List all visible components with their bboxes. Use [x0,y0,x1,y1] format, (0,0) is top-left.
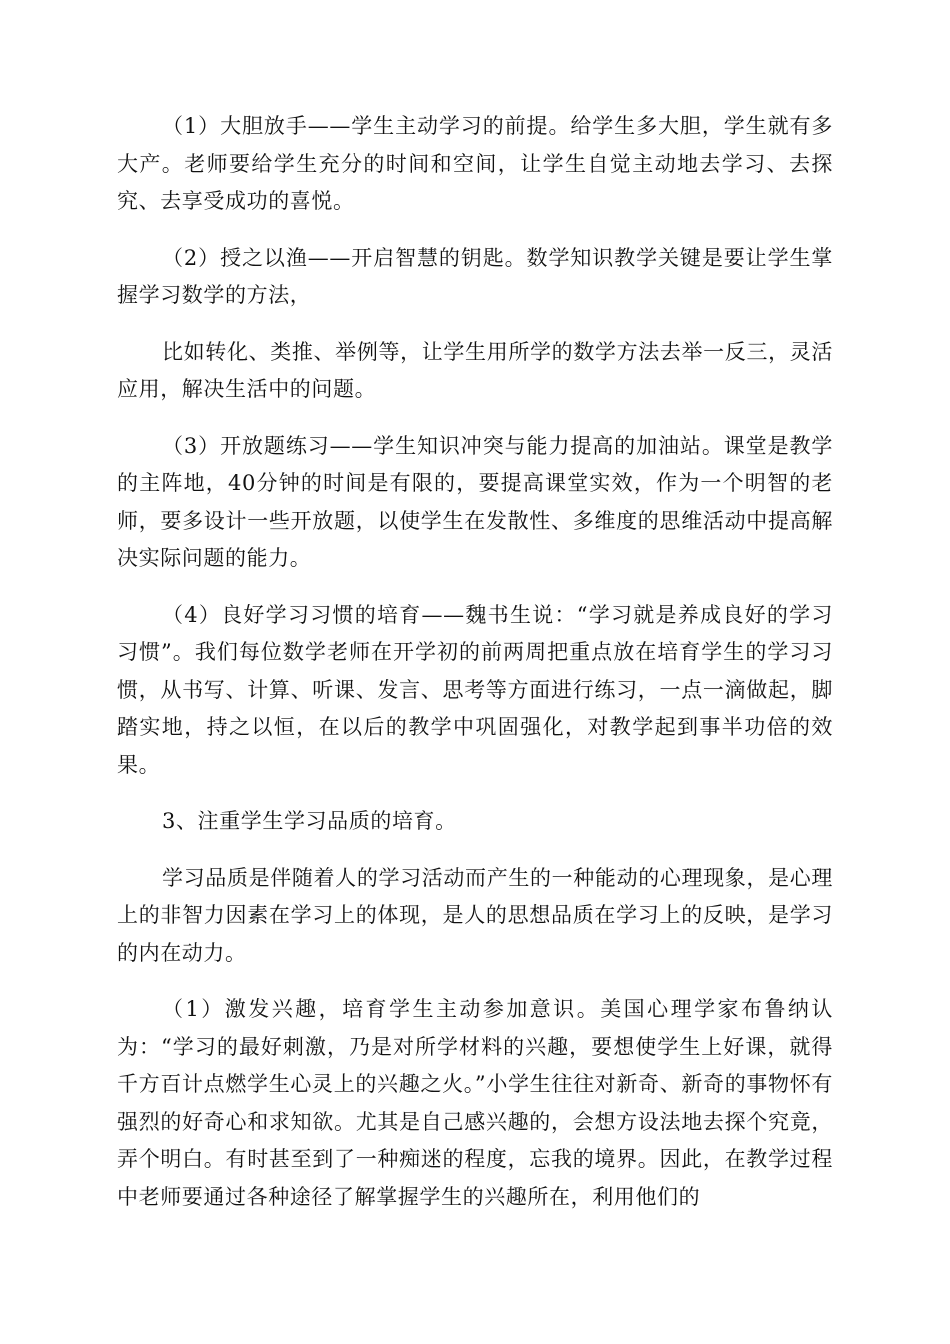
paragraph-bold-letting-go: （1）大胆放手——学生主动学习的前提。给学生多大胆，学生就有多大产。老师要给学生充分的时间和空间，让学生自觉主动地去学习、去探究、去享受成功的喜悦。 [117,114,833,213]
paragraph-stimulate-interest: （1）激发兴趣，培育学生主动参加意识。美国心理学家布鲁纳认为：“学习的最好刺激，乃是对所学材料的兴趣，要想使学生上好课，就得千方百计点燃学生心灵上的兴趣之火。”小学生往往对新奇、新奇的事物怀有强烈的好奇心和求知欲。尤其是自己感兴趣的，会想方设法地去探个究竟，弄个明白。有时甚至到了一种痴迷的程度，忘我的境界。因此，在教学过程中老师要通过各种途径了解掌握学生的兴趣所在，利用他们的 [117,997,833,1209]
section-heading-learning-quality: 3、注重学生学习品质的培育。 [162,809,457,833]
paragraph-open-questions: （3）开放题练习——学生知识冲突与能力提高的加油站。课堂是教学的主阵地，40分钟的时间是有限的，要提高课堂实效，作为一个明智的老师，要多设计一些开放题，以使学生在发散性、多维度的思维活动中提高解决实际问题的能力。 [117,433,833,570]
paragraph-learning-quality-definition: 学习品质是伴随着人的学习活动而产生的一种能动的心理现象，是心理上的非智力因素在学习上的体现，是人的思想品质在学习上的反映，是学习的内在动力。 [117,865,833,965]
paragraph-study-habits: （4）良好学习习惯的培育——魏书生说：“学习就是养成良好的学习习惯”。我们每位数学老师在开学初的前两周把重点放在培育学生的学习习惯，从书写、计算、听课、发言、思考等方面进行练习，一点一滴做起，脚踏实地，持之以恒，在以后的教学中巩固强化，对教学起到事半功倍的效果。 [117,602,833,777]
paragraph-method-examples: 比如转化、类推、举例等，让学生用所学的数学方法去举一反三，灵活应用，解决生活中的问题。 [117,339,833,401]
paragraph-teach-method: （2）授之以渔——开启智慧的钥匙。数学知识教学关键是要让学生掌握学习数学的方法， [117,245,833,307]
document-body [117,108,833,1235]
